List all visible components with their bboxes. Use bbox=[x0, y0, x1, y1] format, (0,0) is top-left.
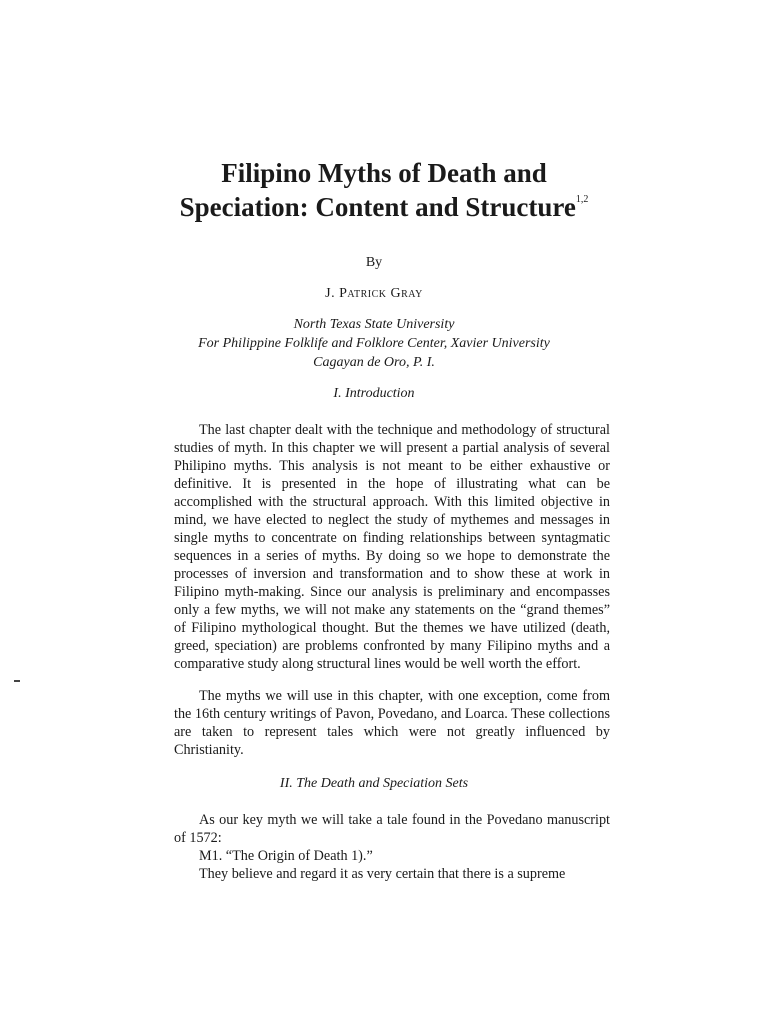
title-line-2-text: Speciation: Content and Structure bbox=[179, 192, 576, 222]
paragraph-continuation: They believe and regard it as very certain that there is a supreme bbox=[199, 866, 566, 882]
byline: By bbox=[365, 255, 383, 270]
title-line-1-text: Filipino Myths of Death and bbox=[221, 158, 547, 188]
title-line-1 bbox=[0, 156, 768, 190]
affiliation-3: Cagayan de Oro, P. I. bbox=[313, 355, 435, 370]
title-line-2 bbox=[0, 190, 768, 224]
section-heading-introduction: I. Introduction bbox=[333, 386, 415, 401]
paragraph-introduction-2: The myths we will use in this chapter, with one exception, come from the 16th century writings of Pavon, Povedano, and Loarca. These collections are taken to represent tales which were not greatly influenced by Christianity. bbox=[174, 688, 610, 758]
paragraph-introduction-1: The last chapter dealt with the technique and methodology of structural studies of myth. In this chapter we will present a partial analysis of several Philipino myths. This analysis is not meant to be either exhaustive or definitive. It is presented in the hope of illustrating what can be accomplished with the structural approach. With this limited objective in mind, we have elected to neglect the study of mythemes and messages in single myths to concentrate on finding relationships between syntagmatic sequences in a series of myths. By doing so we hope to demonstrate the processes of inversion and transformation and to show these at work in Filipino myth-making. Since our analysis is preliminary and encompasses only a few myths, we will not make any statements on the “grand themes” of Filipino mythological thought. But the themes we have utilized (death, greed, speciation) are problems confronted by many Filipino myths and a comparative study along structural lines would be well worth the effort. bbox=[174, 422, 610, 672]
section-heading-death-speciation: II. The Death and Speciation Sets bbox=[279, 776, 469, 791]
affiliation-2: For Philippine Folklife and Folklore Center, Xavier University bbox=[198, 336, 550, 351]
margin-mark bbox=[14, 680, 20, 682]
paragraph-key-myth: As our key myth we will take a tale found in the Povedano manuscript of 1572: bbox=[174, 812, 610, 846]
affiliation-1: North Texas State University bbox=[293, 317, 455, 332]
myth-label-m1: M1. “The Origin of Death 1).” bbox=[199, 848, 373, 864]
title-footnote-marks: 1,2 bbox=[575, 194, 589, 205]
author-name: J. Patrick Gray bbox=[325, 286, 423, 301]
